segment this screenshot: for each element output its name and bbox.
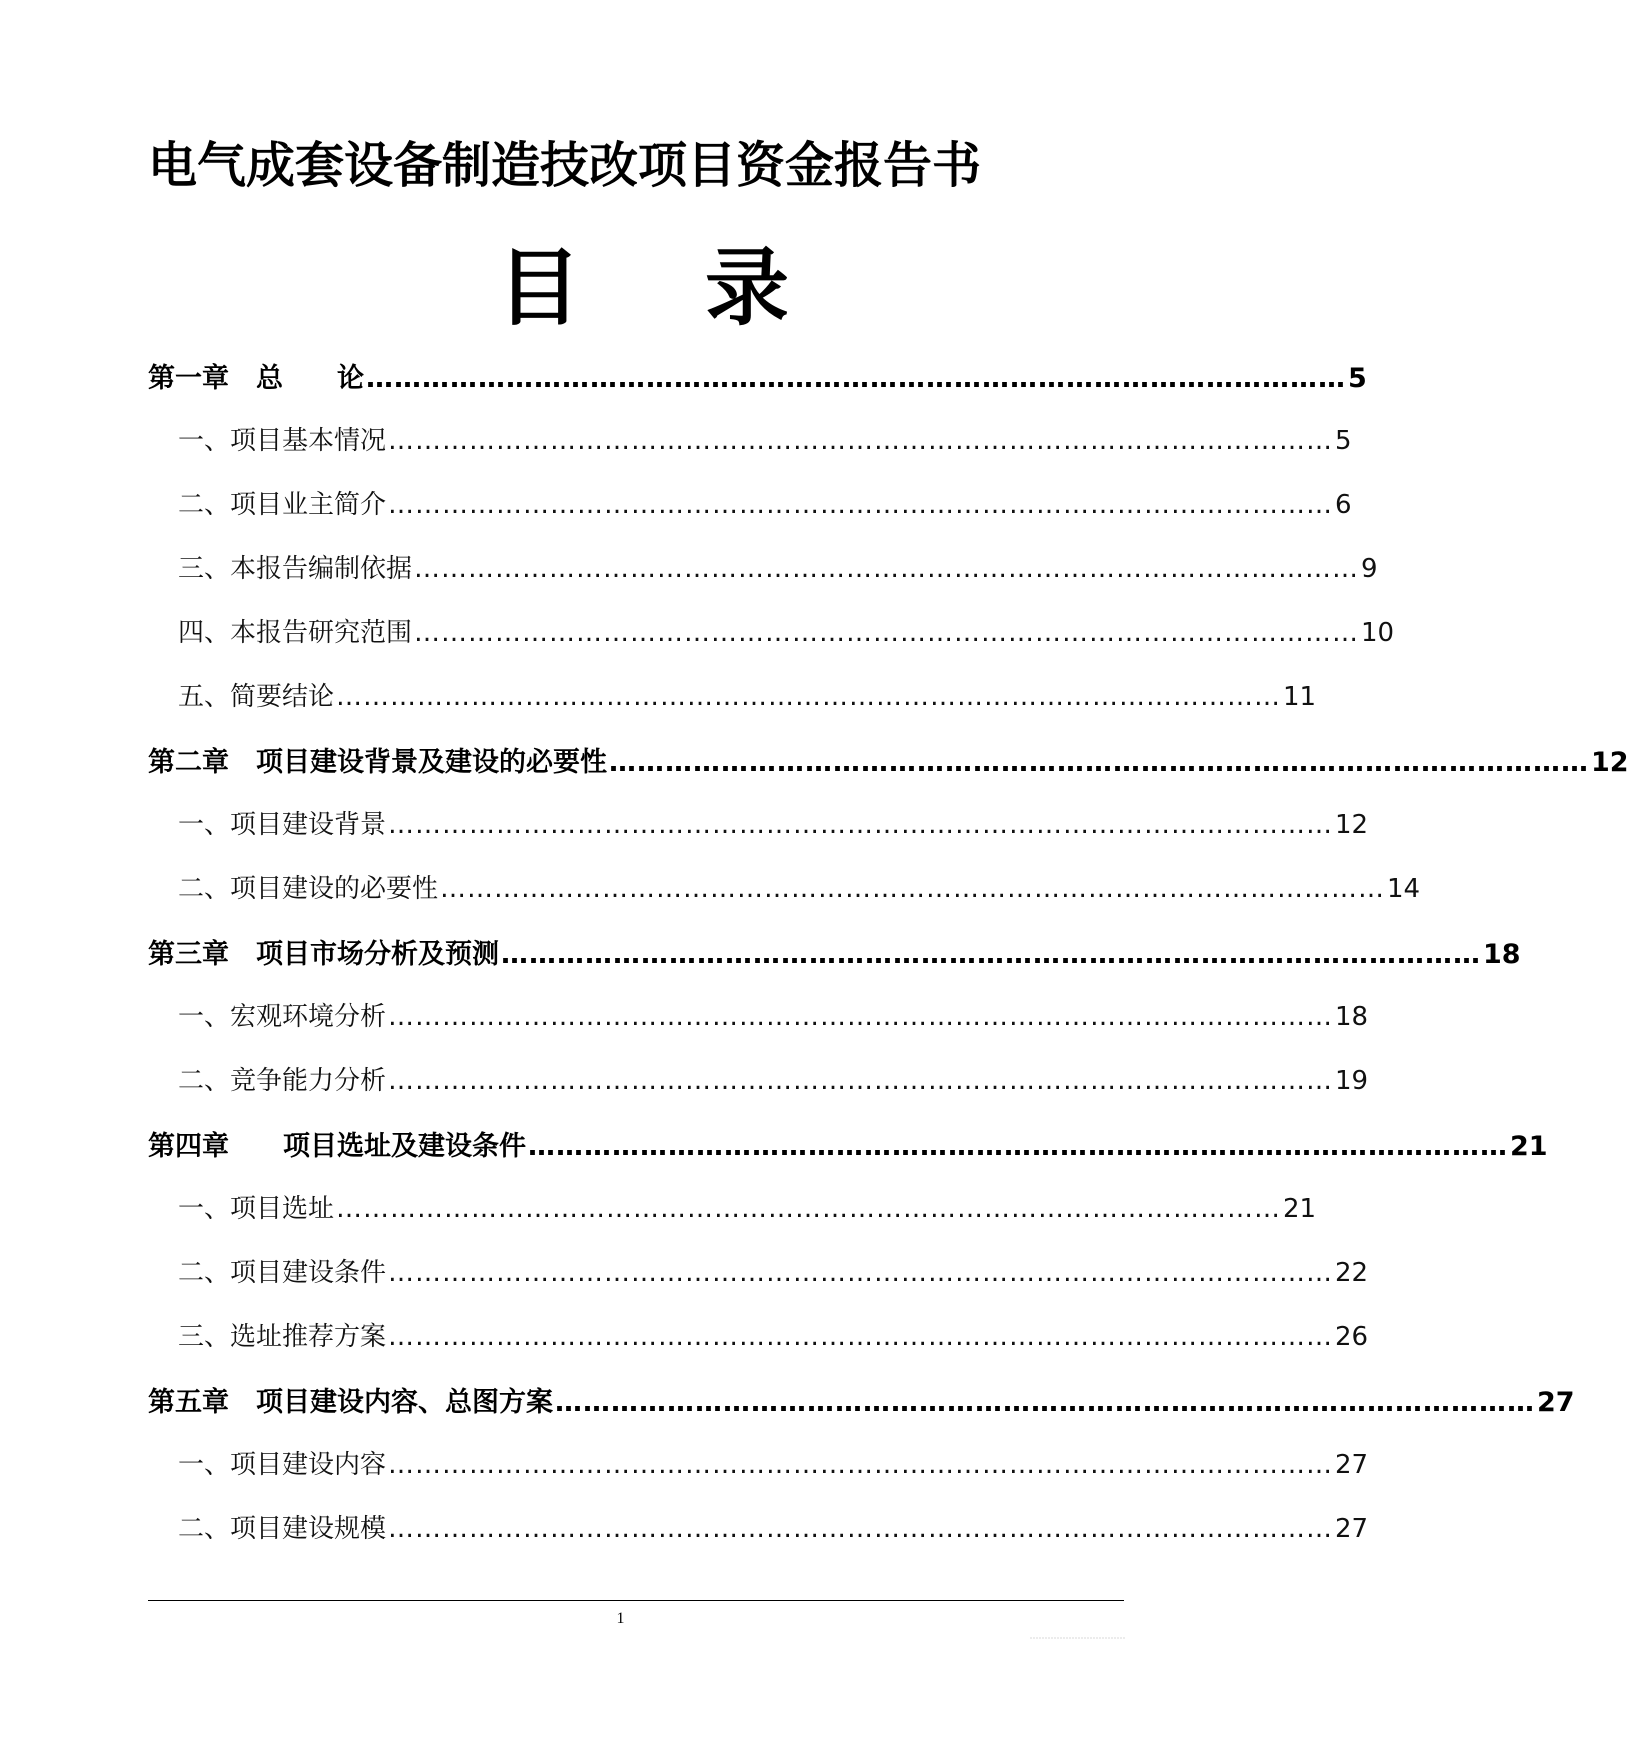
toc-entry-label: 三、本报告编制依据: [178, 554, 413, 584]
toc-entry-label: 一、宏观环境分析: [178, 1002, 387, 1032]
toc-dot-leader: ……………………………………………………………………………………………: [388, 1322, 1334, 1352]
toc-section-5-1[interactable]: [178, 1444, 1369, 1484]
toc-page-number: 27: [1537, 1387, 1575, 1418]
toc-page-number: 26: [1335, 1322, 1369, 1352]
toc-dot-leader: ……………………………………………………………………………………………: [528, 1131, 1508, 1162]
toc-section-2-2[interactable]: [178, 868, 1421, 908]
toc-page-number: 12: [1591, 747, 1629, 778]
toc-entry-label: 三、选址推荐方案: [178, 1322, 387, 1352]
toc-page-number: 9: [1361, 554, 1378, 584]
toc-entry-label: 第二章 项目建设背景及建设的必要性: [148, 747, 607, 778]
toc-section-1-3[interactable]: [178, 548, 1378, 588]
toc-dot-leader: ……………………………………………………………………………………………: [388, 426, 1334, 456]
toc-dot-leader: ……………………………………………………………………………………………: [501, 939, 1481, 970]
document-title: 电气成套设备制造技改项目资金报告书: [148, 137, 982, 194]
toc-page-number: 14: [1387, 874, 1421, 904]
toc-dot-leader: ……………………………………………………………………………………………: [388, 1450, 1334, 1480]
toc-page-number: 5: [1348, 363, 1367, 394]
toc-entry-label: 二、竞争能力分析: [178, 1066, 387, 1096]
toc-section-4-1[interactable]: [178, 1188, 1317, 1228]
toc-entry-label: 一、项目建设背景: [178, 810, 387, 840]
toc-dot-leader: ……………………………………………………………………………………………: [388, 490, 1334, 520]
toc-section-3-2[interactable]: [178, 1060, 1369, 1100]
toc-page-number: 18: [1335, 1002, 1369, 1032]
toc-entry-label: 二、项目建设条件: [178, 1258, 387, 1288]
toc-dot-leader: ……………………………………………………………………………………………: [609, 747, 1589, 778]
toc-section-4-3[interactable]: [178, 1316, 1369, 1356]
toc-section-1-1[interactable]: [178, 420, 1352, 460]
toc-dot-leader: ……………………………………………………………………………………………: [388, 1002, 1334, 1032]
toc-heading-char-1: 目: [497, 239, 582, 337]
toc-dot-leader: ……………………………………………………………………………………………: [388, 1066, 1334, 1096]
toc-entry-label: 一、项目选址: [178, 1194, 335, 1224]
toc-page-number: 10: [1361, 618, 1395, 648]
toc-entry-label: 二、项目建设的必要性: [178, 874, 439, 904]
toc-entry-label: 第五章 项目建设内容、总图方案: [148, 1387, 553, 1418]
toc-entry-label: 二、项目建设规模: [178, 1514, 387, 1544]
toc-chapter-5[interactable]: [148, 1380, 1575, 1420]
toc-section-2-1[interactable]: [178, 804, 1369, 844]
toc-chapter-3[interactable]: [148, 932, 1521, 972]
toc-page-number: 19: [1335, 1066, 1369, 1096]
toc-entry-label: 五、简要结论: [178, 682, 335, 712]
toc-entry-label: 第三章 项目市场分析及预测: [148, 939, 499, 970]
page-number: 1: [616, 1610, 625, 1627]
toc-dot-leader: ……………………………………………………………………………………………: [414, 554, 1360, 584]
toc-section-5-2[interactable]: [178, 1508, 1369, 1548]
toc-heading-char-2: 录: [705, 239, 790, 337]
toc-dot-leader: ……………………………………………………………………………………………: [366, 363, 1346, 394]
toc-entry-label: 二、项目业主简介: [178, 490, 387, 520]
toc-section-1-4[interactable]: [178, 612, 1395, 652]
footer-divider: [148, 1600, 1124, 1601]
toc-dot-leader: ……………………………………………………………………………………………: [388, 810, 1334, 840]
toc-chapter-4[interactable]: [148, 1124, 1548, 1164]
toc-entry-label: 第一章 总 论: [148, 363, 364, 394]
toc-page-number: 12: [1335, 810, 1369, 840]
toc-section-4-2[interactable]: [178, 1252, 1369, 1292]
toc-page-number: 21: [1283, 1194, 1317, 1224]
toc-entry-label: 一、项目建设内容: [178, 1450, 387, 1480]
toc-dot-leader: ……………………………………………………………………………………………: [336, 1194, 1282, 1224]
toc-entry-label: 一、项目基本情况: [178, 426, 387, 456]
toc-page-number: 18: [1483, 939, 1521, 970]
toc-entry-label: 四、本报告研究范围: [178, 618, 413, 648]
toc-page-number: 22: [1335, 1258, 1369, 1288]
toc-page-number: 21: [1510, 1131, 1548, 1162]
toc-page-number: 11: [1283, 682, 1317, 712]
toc-dot-leader: ……………………………………………………………………………………………: [336, 682, 1282, 712]
toc-section-1-5[interactable]: [178, 676, 1317, 716]
toc-chapter-1[interactable]: [148, 356, 1367, 396]
toc-dot-leader: ……………………………………………………………………………………………: [555, 1387, 1535, 1418]
toc-entry-label: 第四章 项目选址及建设条件: [148, 1131, 526, 1162]
toc-page-number: 27: [1335, 1450, 1369, 1480]
footer-watermark-mark: [1030, 1635, 1125, 1641]
toc-page-number: 27: [1335, 1514, 1369, 1544]
toc-chapter-2[interactable]: [148, 740, 1629, 780]
toc-section-1-2[interactable]: [178, 484, 1352, 524]
toc-section-3-1[interactable]: [178, 996, 1369, 1036]
toc-page-number: 5: [1335, 426, 1352, 456]
toc-page-number: 6: [1335, 490, 1352, 520]
toc-dot-leader: ……………………………………………………………………………………………: [388, 1258, 1334, 1288]
toc-dot-leader: ……………………………………………………………………………………………: [440, 874, 1386, 904]
toc-dot-leader: ……………………………………………………………………………………………: [414, 618, 1360, 648]
toc-dot-leader: ……………………………………………………………………………………………: [388, 1514, 1334, 1544]
